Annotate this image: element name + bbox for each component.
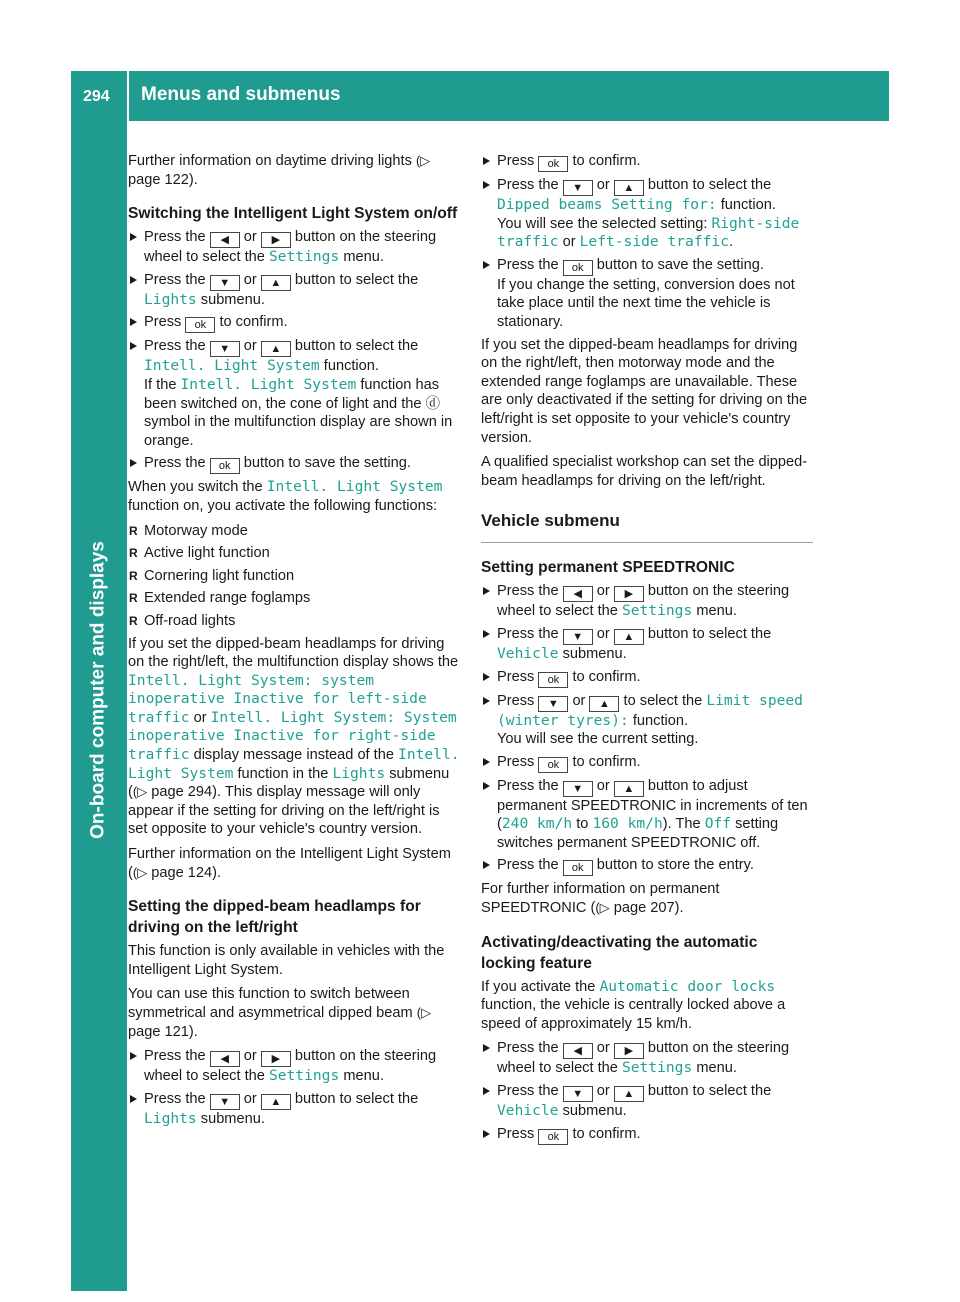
page-ref-icon: (▷ bbox=[132, 864, 148, 880]
heading-dipped-beam: Setting the dipped-beam headlamps for driving on the left/right bbox=[128, 898, 421, 937]
function-name: Limit speed (winter tyres): bbox=[497, 691, 803, 729]
heading-switch-ils: Switching the Intelligent Light System on/off bbox=[128, 205, 458, 223]
speed-value: 240 km/h bbox=[501, 815, 573, 833]
right-arrow-icon: ▶ bbox=[614, 586, 644, 602]
step: Press the ◀ or ▶ button on the steering wheel to select the Settings menu. bbox=[128, 228, 460, 267]
paragraph: A qualified specialist workshop can set the dipped-beam headlamps for driving on the left/right. bbox=[481, 454, 808, 489]
step: Press ok to confirm. bbox=[128, 313, 460, 333]
page-ref-icon: (▷ bbox=[595, 900, 610, 916]
right-arrow-icon: ▶ bbox=[261, 1051, 291, 1067]
up-arrow-icon: ▲ bbox=[589, 696, 619, 712]
sidebar-chapter-title: On-board computer and displays bbox=[87, 541, 109, 839]
menu-name: Settings bbox=[268, 248, 340, 266]
step: Press the ▼ or ▲ button to select the Lights submenu. bbox=[128, 1090, 460, 1129]
up-arrow-icon: ▲ bbox=[614, 629, 644, 645]
left-arrow-icon: ◀ bbox=[210, 1051, 240, 1067]
ok-button-icon: ok bbox=[538, 1129, 568, 1145]
down-arrow-icon: ▼ bbox=[563, 629, 593, 645]
list-item: R Off-road lights bbox=[128, 612, 460, 631]
function-name: Intell. Light System bbox=[180, 375, 357, 393]
down-arrow-icon: ▼ bbox=[210, 275, 240, 291]
ok-button-icon: ok bbox=[563, 860, 593, 876]
list-item: R Active light function bbox=[128, 544, 460, 563]
paragraph: If you set the dipped-beam headlamps for driving on the right/left, then motorway mode and the extended range foglamps are unavailable. These are only deactivated if the setting for driving on the left/right is set opposite to your vehicle's country version. bbox=[481, 336, 808, 446]
page-ref-icon: (▷ bbox=[416, 1005, 432, 1020]
right-column bbox=[481, 152, 813, 1149]
submenu-name: Lights bbox=[144, 290, 197, 308]
left-column bbox=[128, 152, 460, 1132]
step: Press the ▼ or ▲ button to select the Vehicle submenu. bbox=[481, 1082, 813, 1121]
list-item: R Motorway mode bbox=[128, 522, 460, 541]
down-arrow-icon: ▼ bbox=[538, 696, 568, 712]
heading-auto-locking: Activating/deactivating the automatic locking feature bbox=[481, 933, 758, 972]
right-arrow-icon: ▶ bbox=[261, 232, 291, 248]
paragraph: If you activate the Automatic door locks function, the vehicle is centrally locked above a speed of approximately 15 km/h. bbox=[481, 977, 786, 1032]
paragraph: For further information on permanent SPEEDTRONIC ((▷ page 207). bbox=[481, 881, 720, 917]
step: Press ok to confirm. bbox=[481, 753, 813, 773]
step: Press the ok button to save the setting. If you change the setting, conversion does not take place until the next time the vehicle is stationary. bbox=[481, 256, 813, 332]
list-item: R Extended range foglamps bbox=[128, 589, 460, 608]
menu-name: Settings bbox=[268, 1067, 340, 1085]
function-name: Automatic door locks bbox=[599, 977, 776, 995]
submenu-name: Lights bbox=[332, 764, 386, 782]
paragraph: You can use this function to switch between symmetrical and asymmetrical dipped beam (▷ page 121). bbox=[128, 986, 432, 1040]
up-arrow-icon: ▲ bbox=[261, 275, 291, 291]
header-divider bbox=[127, 71, 129, 121]
step: Press the ▼ or ▲ button to select the Lights submenu. bbox=[128, 271, 460, 310]
ok-button-icon: ok bbox=[563, 260, 593, 276]
ok-button-icon: ok bbox=[210, 458, 240, 474]
function-name: Intell. Light System bbox=[128, 746, 460, 782]
submenu-name: Lights bbox=[144, 1109, 197, 1127]
step: Press the ◀ or ▶ button on the steering wheel to select the Settings menu. bbox=[481, 582, 813, 621]
page-ref-icon: (▷ bbox=[415, 153, 431, 168]
page-number: 294 bbox=[83, 88, 110, 105]
up-arrow-icon: ▲ bbox=[614, 180, 644, 196]
submenu-name: Vehicle bbox=[497, 644, 559, 662]
step: Press ok to confirm. bbox=[481, 152, 813, 172]
heading-speedtronic: Setting permanent SPEEDTRONIC bbox=[481, 559, 735, 577]
down-arrow-icon: ▼ bbox=[563, 180, 593, 196]
display-message: Intell. Light System: system inoperative Inactive for left-side traffic bbox=[128, 671, 427, 726]
step: Press the ▼ or ▲ button to select the Intell. Light System function. If the Intell. Light System function has been switched on, the cone of light and the ⓓ symbol in the multifunction display are shown in orange. bbox=[128, 337, 460, 450]
step: Press ok to confirm. bbox=[481, 1125, 813, 1145]
page-ref-icon: (▷ bbox=[132, 784, 148, 800]
submenu-name: Vehicle bbox=[497, 1102, 559, 1120]
down-arrow-icon: ▼ bbox=[563, 1086, 593, 1102]
up-arrow-icon: ▲ bbox=[261, 1094, 291, 1110]
speed-value: 160 km/h bbox=[592, 815, 663, 833]
function-name: Intell. Light System bbox=[144, 357, 320, 375]
down-arrow-icon: ▼ bbox=[210, 341, 240, 357]
step: Press ▼ or ▲ to select the Limit speed (winter tyres): function. You will see the current setting. bbox=[481, 692, 813, 749]
step: Press the ◀ or ▶ button on the steering wheel to select the Settings menu. bbox=[481, 1039, 813, 1078]
down-arrow-icon: ▼ bbox=[210, 1094, 240, 1110]
ok-button-icon: ok bbox=[538, 672, 568, 688]
up-arrow-icon: ▲ bbox=[614, 1086, 644, 1102]
ok-button-icon: ok bbox=[538, 156, 568, 172]
step: Press the ◀ or ▶ button on the steering wheel to select the Settings menu. bbox=[128, 1047, 460, 1086]
light-symbol-icon: ⓓ bbox=[425, 395, 441, 412]
up-arrow-icon: ▲ bbox=[261, 341, 291, 357]
paragraph: When you switch the Intell. Light System function on, you activate the following functions: bbox=[128, 478, 443, 514]
step: Press the ok button to store the entry. bbox=[481, 856, 813, 876]
step: Press the ▼ or ▲ button to select the Vehicle submenu. bbox=[481, 625, 813, 664]
setting-value: Left-side traffic bbox=[579, 233, 729, 251]
down-arrow-icon: ▼ bbox=[563, 781, 593, 797]
paragraph: This function is only available in vehicles with the Intelligent Light System. bbox=[128, 943, 445, 978]
left-arrow-icon: ◀ bbox=[563, 1043, 593, 1059]
ok-button-icon: ok bbox=[538, 757, 568, 773]
menu-name: Settings bbox=[621, 602, 693, 620]
step: Press ok to confirm. bbox=[481, 668, 813, 688]
heading-vehicle-submenu: Vehicle submenu bbox=[481, 510, 813, 543]
list-item: R Cornering light function bbox=[128, 567, 460, 586]
page-title: Menus and submenus bbox=[141, 84, 341, 105]
menu-name: Settings bbox=[621, 1059, 693, 1077]
setting-value: Off bbox=[704, 815, 732, 833]
step: Press the ▼ or ▲ button to adjust permanent SPEEDTRONIC in increments of ten (240 km/h to 160 km/h). The Off setting switches permanent SPEEDTRONIC off. bbox=[481, 777, 813, 853]
step: Press the ▼ or ▲ button to select the Dipped beams Setting for: function. You will see the selected setting: Right-side traffic or Left-side traffic. bbox=[481, 176, 813, 252]
step: Press the ok button to save the setting. bbox=[128, 454, 460, 474]
setting-value: Right-side traffic bbox=[497, 214, 800, 251]
ok-button-icon: ok bbox=[185, 317, 215, 333]
right-arrow-icon: ▶ bbox=[614, 1043, 644, 1059]
paragraph: If you set the dipped-beam headlamps for driving on the right/left, the multifunction display shows the Intell. Light System: system inoperative Inactive for left-side traffic or Intell. Light System: System inoperative Inactive for right-side traffic display message instead of the Intell. Light System function in the Lights submenu ((▷ page 294). This display message will only appear if the setting for driving on the left/right is set opposite to your vehicle's country version. bbox=[128, 635, 460, 838]
up-arrow-icon: ▲ bbox=[614, 781, 644, 797]
function-name: Dipped beams Setting for: bbox=[497, 196, 717, 213]
side-square bbox=[71, 1235, 127, 1291]
display-message: Intell. Light System: System inoperative Inactive for right-side traffic bbox=[128, 708, 457, 764]
paragraph: Further information on the Intelligent Light System ((▷ page 124). bbox=[128, 846, 451, 881]
left-arrow-icon: ◀ bbox=[563, 586, 593, 602]
function-name: Intell. Light System bbox=[266, 478, 443, 496]
left-arrow-icon: ◀ bbox=[210, 232, 240, 248]
paragraph: Further information on daytime driving lights (▷ page 122). bbox=[128, 153, 431, 188]
